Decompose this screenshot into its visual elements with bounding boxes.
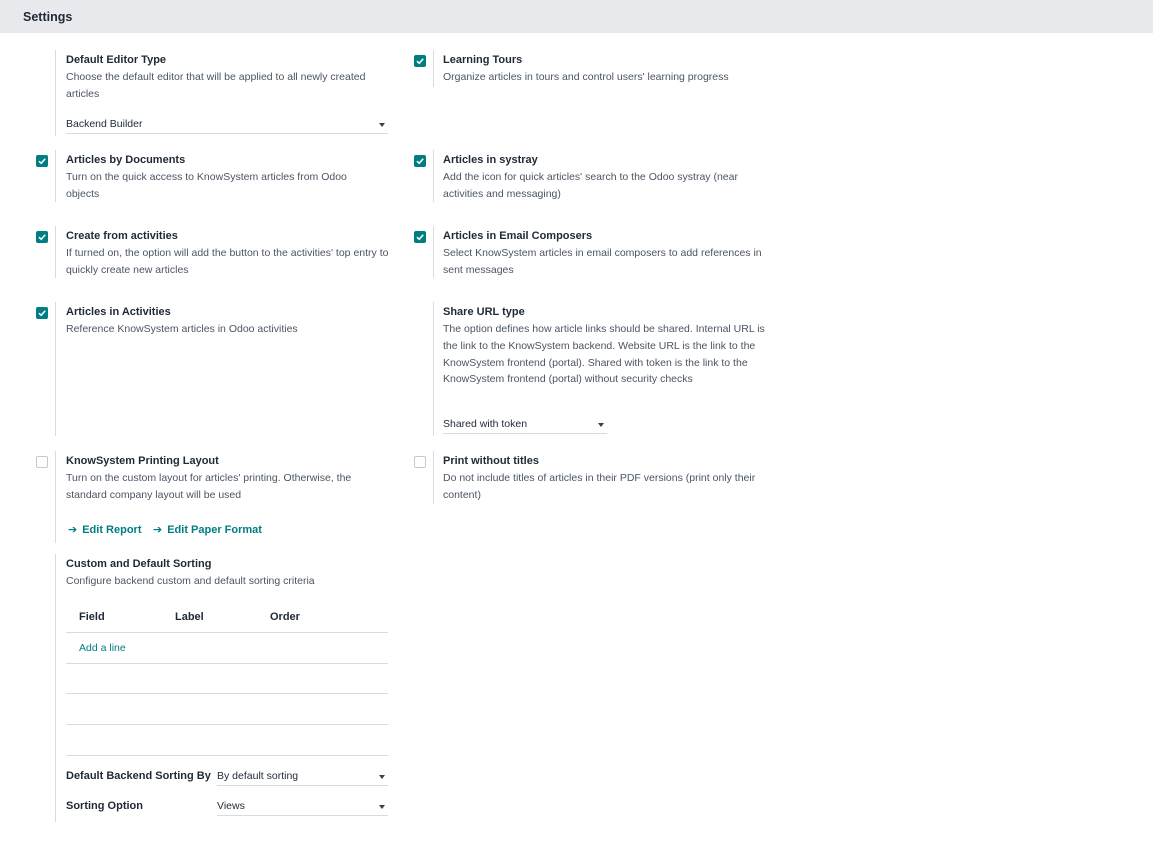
- divider: [433, 451, 434, 504]
- check-icon: [37, 156, 47, 166]
- divider: [55, 302, 56, 436]
- check-icon: [415, 232, 425, 242]
- setting-articles-in-activities: [55, 302, 395, 436]
- divider: [433, 302, 434, 436]
- setting-articles-by-documents: [55, 150, 395, 202]
- setting-title: Default Editor Type: [66, 54, 167, 66]
- setting-description: If turned on, the option will add the button to the activities' top entry to quickly create new articles: [66, 247, 389, 276]
- select-value: Backend Builder: [66, 118, 143, 130]
- articles-by-documents-checkbox[interactable]: [36, 155, 48, 167]
- setting-description: Turn on the quick access to KnowSystem articles from Odoo objects: [66, 171, 347, 200]
- print-without-titles-checkbox[interactable]: [414, 456, 426, 468]
- articles-in-email-checkbox[interactable]: [414, 231, 426, 243]
- page-title: Settings: [23, 10, 73, 24]
- setting-default-editor: [55, 50, 395, 136]
- setting-description: Reference KnowSystem articles in Odoo activities: [66, 323, 298, 335]
- caret-down-icon: [379, 805, 385, 809]
- setting-title: Create from activities: [66, 230, 178, 242]
- setting-description: Turn on the custom layout for articles' printing. Otherwise, the standard company layout will be used: [66, 472, 352, 501]
- caret-down-icon: [379, 775, 385, 779]
- setting-description: The option defines how article links should be shared. Internal URL is the link to the KnowSystem backend. Website URL is the link to the KnowSystem frontend (portal). Shared with token is the link to the KnowSystem frontend (portal) without security checks: [443, 323, 765, 386]
- table-divider: [66, 632, 388, 633]
- default-editor-select[interactable]: [66, 116, 388, 134]
- setting-description: Organize articles in tours and control users' learning progress: [443, 71, 729, 83]
- column-header-label[interactable]: Label: [175, 611, 204, 623]
- sorting-option-label: Sorting Option: [66, 800, 143, 812]
- setting-articles-in-systray: [433, 150, 773, 202]
- add-line-link[interactable]: Add a line: [79, 642, 126, 654]
- setting-title: Articles in Activities: [66, 306, 171, 318]
- divider: [55, 554, 56, 822]
- learning-tours-checkbox[interactable]: [414, 55, 426, 67]
- setting-description: Add the icon for quick articles' search to the Odoo systray (near activities and messaging): [443, 171, 738, 200]
- divider: [55, 150, 56, 202]
- table-divider: [66, 724, 388, 725]
- column-header-order[interactable]: Order: [270, 611, 300, 623]
- edit-paper-format-link[interactable]: [153, 523, 262, 536]
- setting-articles-in-email: [433, 226, 773, 278]
- caret-down-icon: [598, 423, 604, 427]
- check-icon: [415, 156, 425, 166]
- divider: [433, 50, 434, 87]
- setting-title: Share URL type: [443, 306, 525, 318]
- column-header-field[interactable]: Field: [79, 611, 105, 623]
- select-value: Shared with token: [443, 418, 528, 430]
- setting-description: Configure backend custom and default sorting criteria: [66, 575, 315, 587]
- setting-title: Print without titles: [443, 455, 539, 467]
- select-value: Views: [217, 800, 245, 812]
- divider: [433, 150, 434, 202]
- setting-title: KnowSystem Printing Layout: [66, 455, 219, 467]
- table-divider: [66, 755, 388, 756]
- create-from-activities-checkbox[interactable]: [36, 231, 48, 243]
- setting-create-from-activities: [55, 226, 395, 278]
- divider: [55, 226, 56, 278]
- check-icon: [415, 56, 425, 66]
- setting-sorting: [55, 554, 395, 822]
- divider: [433, 226, 434, 278]
- setting-print-without-titles: [433, 451, 773, 504]
- setting-share-url-type: [433, 302, 773, 436]
- table-divider: [66, 693, 388, 694]
- table-divider: [66, 663, 388, 664]
- articles-in-systray-checkbox[interactable]: [414, 155, 426, 167]
- settings-header: [0, 0, 1153, 33]
- check-icon: [37, 232, 47, 242]
- check-icon: [37, 308, 47, 318]
- arrow-right-icon: ➔: [153, 524, 163, 536]
- setting-learning-tours: [433, 50, 773, 87]
- setting-title: Learning Tours: [443, 54, 523, 66]
- divider: [55, 451, 56, 543]
- link-label: Edit Report: [82, 524, 142, 536]
- share-url-type-select[interactable]: [443, 416, 607, 434]
- sorting-option-select[interactable]: [217, 798, 388, 816]
- setting-title: Custom and Default Sorting: [66, 558, 212, 570]
- arrow-right-icon: ➔: [68, 524, 78, 536]
- setting-description: Choose the default editor that will be applied to all newly created articles: [66, 71, 366, 100]
- articles-in-activities-checkbox[interactable]: [36, 307, 48, 319]
- edit-report-link[interactable]: [68, 523, 142, 536]
- divider: [55, 50, 56, 136]
- setting-title: Articles in Email Composers: [443, 230, 593, 242]
- setting-title: Articles in systray: [443, 154, 538, 166]
- select-value: By default sorting: [217, 770, 299, 782]
- setting-description: Do not include titles of articles in their PDF versions (print only their content): [443, 472, 756, 501]
- setting-printing-layout: [55, 451, 395, 543]
- printing-layout-checkbox[interactable]: [36, 456, 48, 468]
- link-label: Edit Paper Format: [167, 524, 262, 536]
- setting-title: Articles by Documents: [66, 154, 186, 166]
- caret-down-icon: [379, 123, 385, 127]
- setting-description: Select KnowSystem articles in email composers to add references in sent messages: [443, 247, 762, 276]
- default-backend-sorting-select[interactable]: [217, 768, 388, 786]
- default-backend-sorting-label: Default Backend Sorting By: [66, 770, 211, 782]
